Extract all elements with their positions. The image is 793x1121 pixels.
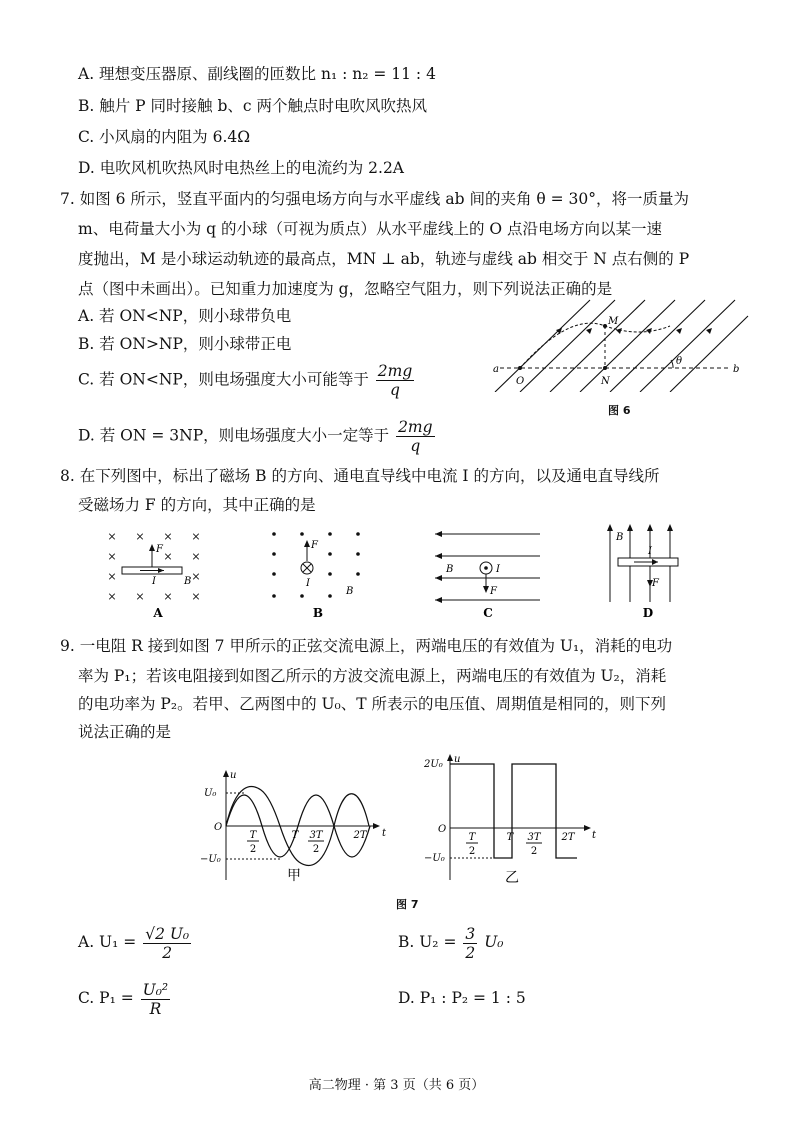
q9-stem-line1: 9. 一电阻 R 接到如图 7 甲所示的正弦交流电源上，两端电压的有效值为 U₁，消耗的电功 xyxy=(60,637,673,655)
q8-figure-b xyxy=(262,524,372,619)
q7-option-d-fraction: $\frac{2mg}{q}$ xyxy=(398,418,433,455)
svg-text:U₀: U₀ xyxy=(204,788,217,799)
fig6-label-m: M xyxy=(608,316,619,327)
q7-option-d-text: D. 若 ON = 3NP，则电场强度大小一定等于 xyxy=(78,426,390,445)
q7-option-c xyxy=(78,362,416,399)
figure-6-electric-field xyxy=(490,292,750,392)
svg-text:O: O xyxy=(214,822,223,833)
q6-option-b: B. 触片 P 同时接触 b、c 两个触点时电吹风吹热风 xyxy=(78,97,427,115)
q6-option-c: C. 小风扇的内阻为 6.4Ω xyxy=(78,128,251,146)
q7-stem-line1: 7. 如图 6 所示，竖直平面内的匀强电场方向与水平虚线 ab 间的夹角 θ = 30°，将一质量为 xyxy=(60,190,690,208)
q8-stem-line2: 受磁场力 F 的方向，其中正确的是 xyxy=(78,496,316,514)
svg-text:×: × xyxy=(107,530,117,543)
svg-text:T: T xyxy=(468,832,476,843)
svg-text:u: u xyxy=(454,754,461,765)
svg-text:I: I xyxy=(648,546,652,557)
svg-text:T: T xyxy=(506,832,514,843)
svg-text:×: × xyxy=(191,590,201,603)
q9-graph-square xyxy=(422,752,602,888)
svg-text:I: I xyxy=(496,564,500,575)
svg-text:2U₀: 2U₀ xyxy=(424,759,443,770)
svg-text:B: B xyxy=(616,532,624,543)
fig6-label-o: O xyxy=(516,376,525,387)
svg-text:B: B xyxy=(446,564,454,575)
svg-text:×: × xyxy=(135,530,145,543)
fig6-label-a: a xyxy=(493,364,499,375)
q7-stem-line2: m、电荷量大小为 q 的小球（可视为质点）从水平虚线上的 O 点沿电场方向以某一速 xyxy=(78,220,663,238)
q7-option-a: A. 若 ON<NP，则小球带负电 xyxy=(78,307,292,325)
q9-graph-sine xyxy=(196,768,396,888)
svg-text:×: × xyxy=(191,550,201,563)
q6-option-d: D. 电吹风机吹热风时电热丝上的电流约为 2.2A xyxy=(78,159,405,177)
q9-stem-line3: 的电功率为 P₂。若甲、乙两图中的 U₀、T 所表示的电压值、周期值是相同的，则下列 xyxy=(78,695,667,713)
svg-text:×: × xyxy=(191,570,201,583)
q8-label-a: A xyxy=(153,606,163,619)
svg-text:2T: 2T xyxy=(561,832,575,843)
svg-text:×: × xyxy=(163,590,173,603)
q9-graph-square-name: 乙 xyxy=(505,870,519,886)
svg-text:B: B xyxy=(184,576,192,587)
q9-stem-line2: 率为 P₁；若该电阻接到如图乙所示的方波交流电源上，两端电压的有效值为 U₂，消耗 xyxy=(78,667,667,685)
q9-option-b: B. U₂ = $\frac{3}{2}$ U₀ xyxy=(398,924,504,962)
svg-text:×: × xyxy=(135,590,145,603)
q8-label-c: C xyxy=(483,606,493,619)
q8-figure-a xyxy=(100,524,210,619)
svg-text:×: × xyxy=(163,530,173,543)
svg-text:t: t xyxy=(592,830,597,841)
svg-text:−U₀: −U₀ xyxy=(200,854,221,865)
svg-text:T: T xyxy=(249,830,257,841)
svg-text:B: B xyxy=(346,586,354,597)
q8-figure-c xyxy=(430,524,545,619)
svg-text:×: × xyxy=(107,570,117,583)
svg-text:2: 2 xyxy=(468,846,476,857)
svg-text:×: × xyxy=(107,590,117,603)
page-footer: 高二物理 · 第 3 页（共 6 页） xyxy=(308,1078,485,1093)
svg-text:T: T xyxy=(291,830,299,841)
svg-text:3T: 3T xyxy=(527,832,541,843)
q8-figure-d xyxy=(600,520,695,620)
svg-text:×: × xyxy=(191,530,201,543)
q9-option-d: D. P₁ : P₂ = 1 : 5 xyxy=(398,989,526,1007)
svg-text:F: F xyxy=(311,540,318,551)
q7-stem-line4: 点（图中未画出）。已知重力加速度为 g，忽略空气阻力，则下列说法正确的是 xyxy=(78,280,613,298)
svg-text:×: × xyxy=(107,550,117,563)
svg-text:u: u xyxy=(230,770,237,781)
svg-text:2: 2 xyxy=(530,846,538,857)
svg-text:t: t xyxy=(382,828,387,839)
svg-text:I: I xyxy=(306,578,310,589)
q8-stem-line1: 8. 在下列图中，标出了磁场 B 的方向、通电直导线中电流 I 的方向，以及通电直导线所 xyxy=(60,467,660,485)
q8-label-d: D xyxy=(642,606,654,620)
q6-option-a: A. 理想变压器原、副线圈的匝数比 n₁ : n₂ = 11 : 4 xyxy=(78,65,436,83)
svg-text:×: × xyxy=(163,550,173,563)
q9-option-a: A. U₁ = $\frac{\text{√2 U₀}}{2}$ xyxy=(78,924,190,962)
svg-text:2T: 2T xyxy=(353,830,367,841)
svg-text:−U₀: −U₀ xyxy=(424,853,445,864)
svg-text:2: 2 xyxy=(312,844,320,855)
q7-option-b: B. 若 ON>NP，则小球带正电 xyxy=(78,335,292,353)
q8-label-b: B xyxy=(312,606,324,619)
svg-text:F: F xyxy=(156,544,163,555)
svg-text:I: I xyxy=(152,576,156,587)
svg-text:F: F xyxy=(652,578,659,589)
q7-stem-line3: 度抛出，M 是小球运动轨迹的最高点，MN ⊥ ab，轨迹与虚线 ab 相交于 N 点右侧的 P xyxy=(78,250,690,268)
svg-text:F: F xyxy=(490,586,497,597)
svg-text:3T: 3T xyxy=(309,830,323,841)
fig6-label-b: b xyxy=(733,364,740,375)
q7-option-d xyxy=(78,418,437,455)
fig6-label-theta: θ xyxy=(676,356,683,367)
q9-graph-sine-name: 甲 xyxy=(287,868,301,884)
svg-text:O: O xyxy=(438,824,447,835)
q9-option-c: C. P₁ = $\frac{\text{U₀²}}{R}$ xyxy=(78,980,169,1018)
figure-6-caption: 图 6 xyxy=(608,404,631,417)
svg-text:2: 2 xyxy=(249,844,257,855)
q7-option-c-fraction: $\frac{2mg}{q}$ xyxy=(377,362,413,399)
q9-stem-line4: 说法正确的是 xyxy=(78,723,172,741)
fig6-label-n: N xyxy=(601,376,610,387)
figure-7-caption: 图 7 xyxy=(396,898,419,911)
q7-option-c-text: C. 若 ON<NP，则电场强度大小可能等于 xyxy=(78,370,369,389)
